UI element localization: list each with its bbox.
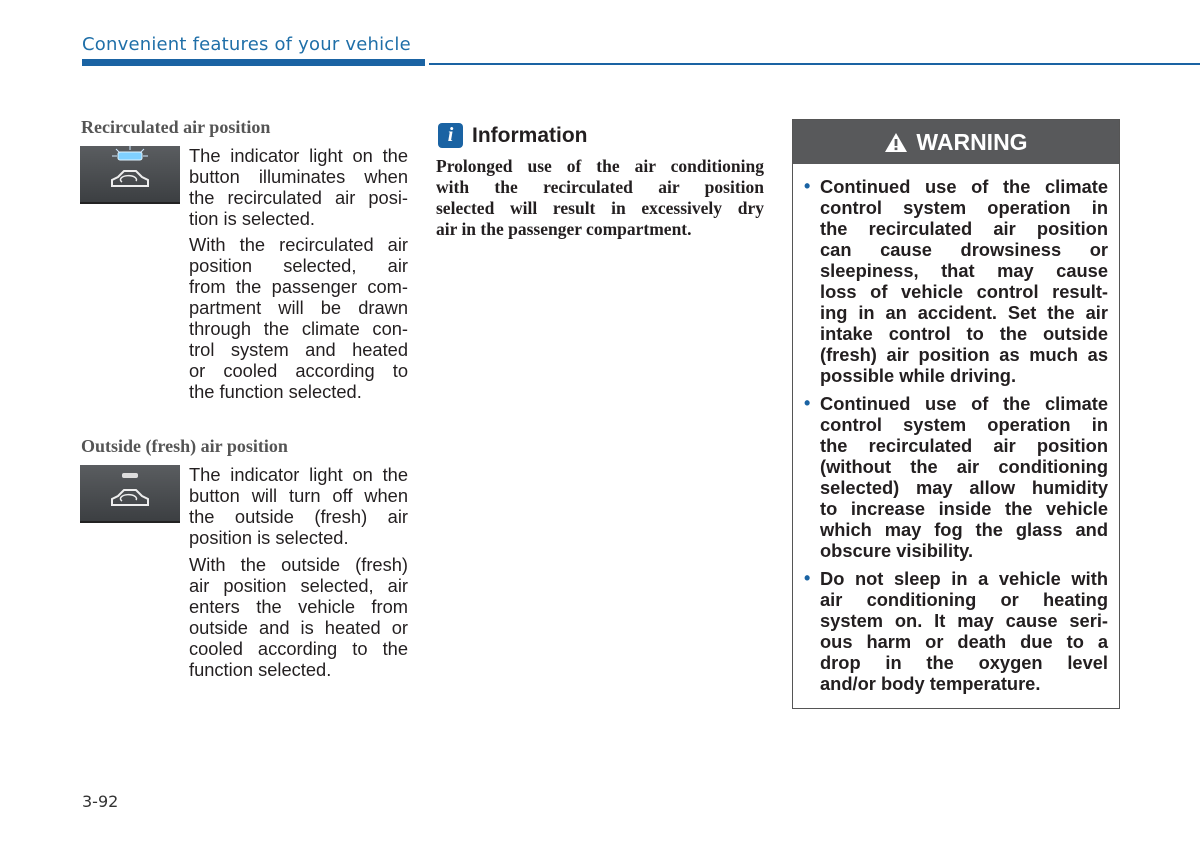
text-line: with the recirculated air position: [436, 177, 764, 197]
text-line: control system operation in: [820, 197, 1108, 218]
text-line: the recirculated air position: [820, 435, 1108, 456]
text-line: selected) may allow humidity: [820, 477, 1108, 498]
bullet-icon: •: [804, 393, 811, 413]
outside-air-car-icon: [80, 465, 180, 521]
warning-item-2: [804, 393, 1108, 561]
information-title: Information: [472, 124, 588, 147]
text-line: The indicator light on the: [189, 145, 408, 166]
text-line: to increase inside the vehicle: [820, 498, 1108, 519]
text-line: intake control to the outside: [820, 323, 1108, 344]
header-rule-thick: [82, 59, 425, 66]
warning-item-1: [804, 176, 1108, 386]
text-line: can cause drowsiness or: [820, 239, 1108, 260]
text-line: (without the air conditioning: [820, 456, 1108, 477]
warning-item-3: [804, 568, 1108, 694]
outside-air-heading: Outside (fresh) air position: [81, 436, 288, 456]
outside-air-p2: [189, 554, 408, 680]
text-line: trol system and heated: [189, 339, 408, 360]
recirculate-car-icon: [80, 146, 180, 202]
text-line: system on. It may cause seri-: [820, 610, 1108, 631]
page-number: 3-92: [82, 792, 119, 811]
recirculated-p2: [189, 234, 408, 402]
text-line: air conditioning or heating: [820, 589, 1108, 610]
text-line: selected will result in excessively dry: [436, 198, 764, 218]
section-header: Convenient features of your vehicle: [82, 34, 411, 55]
text-line: which may fog the glass and: [820, 519, 1108, 540]
text-line: With the recirculated air: [189, 234, 408, 255]
text-line: control system operation in: [820, 414, 1108, 435]
text-line: Continued use of the climate: [820, 176, 1108, 197]
text-line: the outside (fresh) air: [189, 506, 408, 527]
recirculate-button-lit-image: [80, 146, 180, 204]
text-line: loss of vehicle control result-: [820, 281, 1108, 302]
text-line: button will turn off when: [189, 485, 408, 506]
warning-title: WARNING: [916, 128, 1028, 155]
text-line: and/or body temperature.: [820, 673, 1041, 694]
text-line: the recirculated air posi-: [189, 187, 408, 208]
bullet-icon: •: [804, 176, 811, 196]
warning-triangle-icon: [884, 132, 908, 153]
text-line: position is selected.: [189, 527, 349, 548]
outside-air-button-image: [80, 465, 180, 523]
text-line: air position selected, air: [189, 575, 408, 596]
text-line: With the outside (fresh): [189, 554, 408, 575]
text-line: air in the passenger compartment.: [436, 219, 692, 239]
text-line: tion is selected.: [189, 208, 316, 229]
text-line: sleepiness, that may cause: [820, 260, 1108, 281]
recirculated-p1: [189, 145, 408, 229]
text-line: cooled according to the: [189, 638, 408, 659]
text-line: ing in an accident. Set the air: [820, 302, 1108, 323]
text-line: (fresh) air position as much as: [820, 344, 1108, 365]
information-icon: i: [438, 123, 463, 148]
text-line: position selected, air: [189, 255, 408, 276]
text-line: Prolonged use of the air conditioning: [436, 156, 764, 176]
text-line: The indicator light on the: [189, 464, 408, 485]
text-line: button illuminates when: [189, 166, 408, 187]
outside-air-p1: [189, 464, 408, 548]
text-line: ous harm or death due to a: [820, 631, 1108, 652]
text-line: outside and is heated or: [189, 617, 408, 638]
text-line: the function selected.: [189, 381, 362, 402]
information-text: [436, 156, 764, 240]
text-line: or cooled according to: [189, 360, 408, 381]
text-line: the recirculated air position: [820, 218, 1108, 239]
text-line: from the passenger com-: [189, 276, 408, 297]
text-line: partment will be drawn: [189, 297, 408, 318]
text-line: obscure visibility.: [820, 540, 974, 561]
warning-header: [793, 120, 1119, 164]
text-line: enters the vehicle from: [189, 596, 408, 617]
text-line: through the climate con-: [189, 318, 408, 339]
recirculated-heading: Recirculated air position: [81, 117, 271, 137]
bullet-icon: •: [804, 568, 811, 588]
warning-box: [792, 119, 1120, 709]
text-line: Do not sleep in a vehicle with: [820, 568, 1108, 589]
text-line: function selected.: [189, 659, 332, 680]
text-line: possible while driving.: [820, 365, 1017, 386]
text-line: Continued use of the climate: [820, 393, 1108, 414]
header-rule-thin: [429, 63, 1200, 65]
text-line: drop in the oxygen level: [820, 652, 1108, 673]
